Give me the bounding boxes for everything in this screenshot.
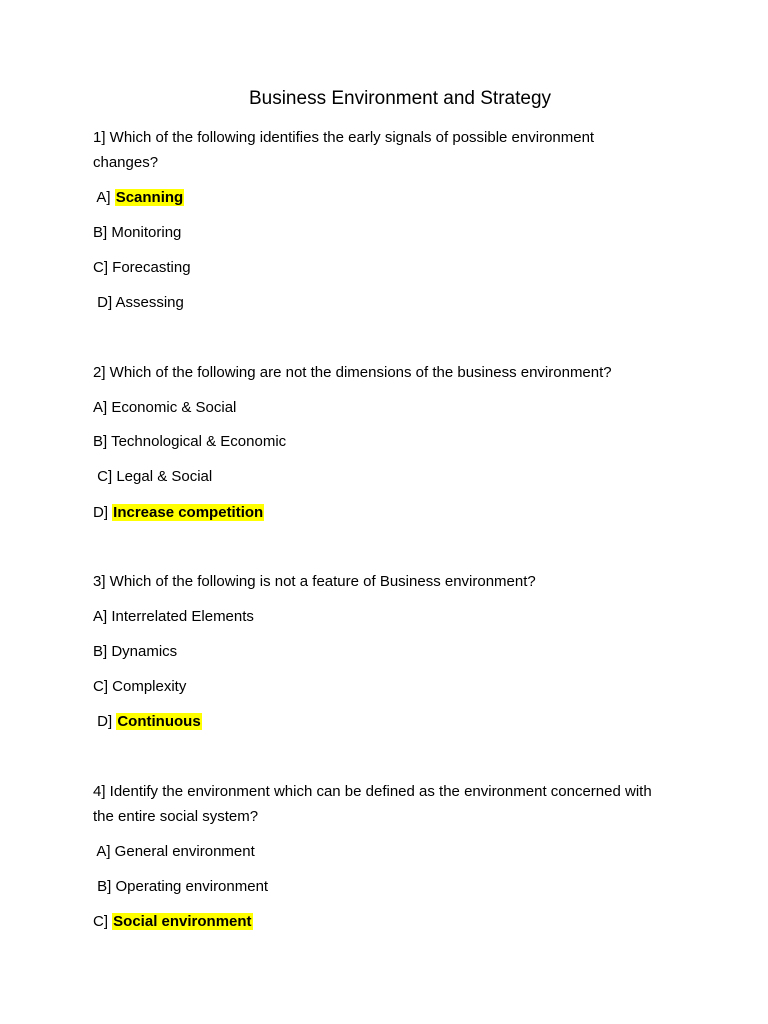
option-label: A]: [93, 189, 115, 206]
question-1-text-line-2: changes?: [93, 154, 159, 171]
question-1-text-line-1: 1] Which of the following identifies the early signals of possible environment: [93, 129, 595, 146]
highlighted-answer: Scanning: [115, 189, 184, 206]
question-4-text-line-1: 4] Identify the environment which can be defined as the environment concerned with: [93, 783, 652, 800]
option-label: C]: [93, 913, 113, 930]
question-3-option-d: [93, 712, 693, 732]
question-4-option-b: B] Operating environment: [93, 878, 269, 895]
question-1-option-b: B] Monitoring: [93, 224, 182, 241]
question-4-option-a: A] General environment: [93, 843, 255, 860]
highlighted-answer: Continuous: [117, 713, 201, 730]
option-label: D]: [93, 713, 117, 730]
question-3-option-a: A] Interrelated Elements: [93, 608, 254, 625]
question-2-text-line-1: 2] Which of the following are not the dimensions of the business environment?: [93, 364, 612, 381]
question-3-text-line-1: 3] Which of the following is not a feature of Business environment?: [93, 573, 536, 590]
question-3-option-c: C] Complexity: [93, 678, 187, 695]
highlighted-answer: Increase competition: [113, 504, 264, 521]
document-title: Business Environment and Strategy: [248, 88, 552, 109]
question-2-option-b: B] Technological & Economic: [93, 433, 287, 450]
question-1-option-c: C] Forecasting: [93, 259, 191, 276]
question-2-option-d: [93, 503, 693, 523]
question-2-option-a: A] Economic & Social: [93, 399, 237, 416]
question-1-option-d: D] Assessing: [93, 294, 184, 311]
option-label: D]: [93, 504, 113, 521]
question-3-option-b: B] Dynamics: [93, 643, 178, 660]
highlighted-answer: Social environment: [113, 913, 252, 930]
question-2-option-c: C] Legal & Social: [93, 468, 213, 485]
question-4-text-line-2: the entire social system?: [93, 808, 259, 825]
question-1-option-a: [93, 188, 693, 208]
question-4-option-c: [93, 912, 693, 932]
